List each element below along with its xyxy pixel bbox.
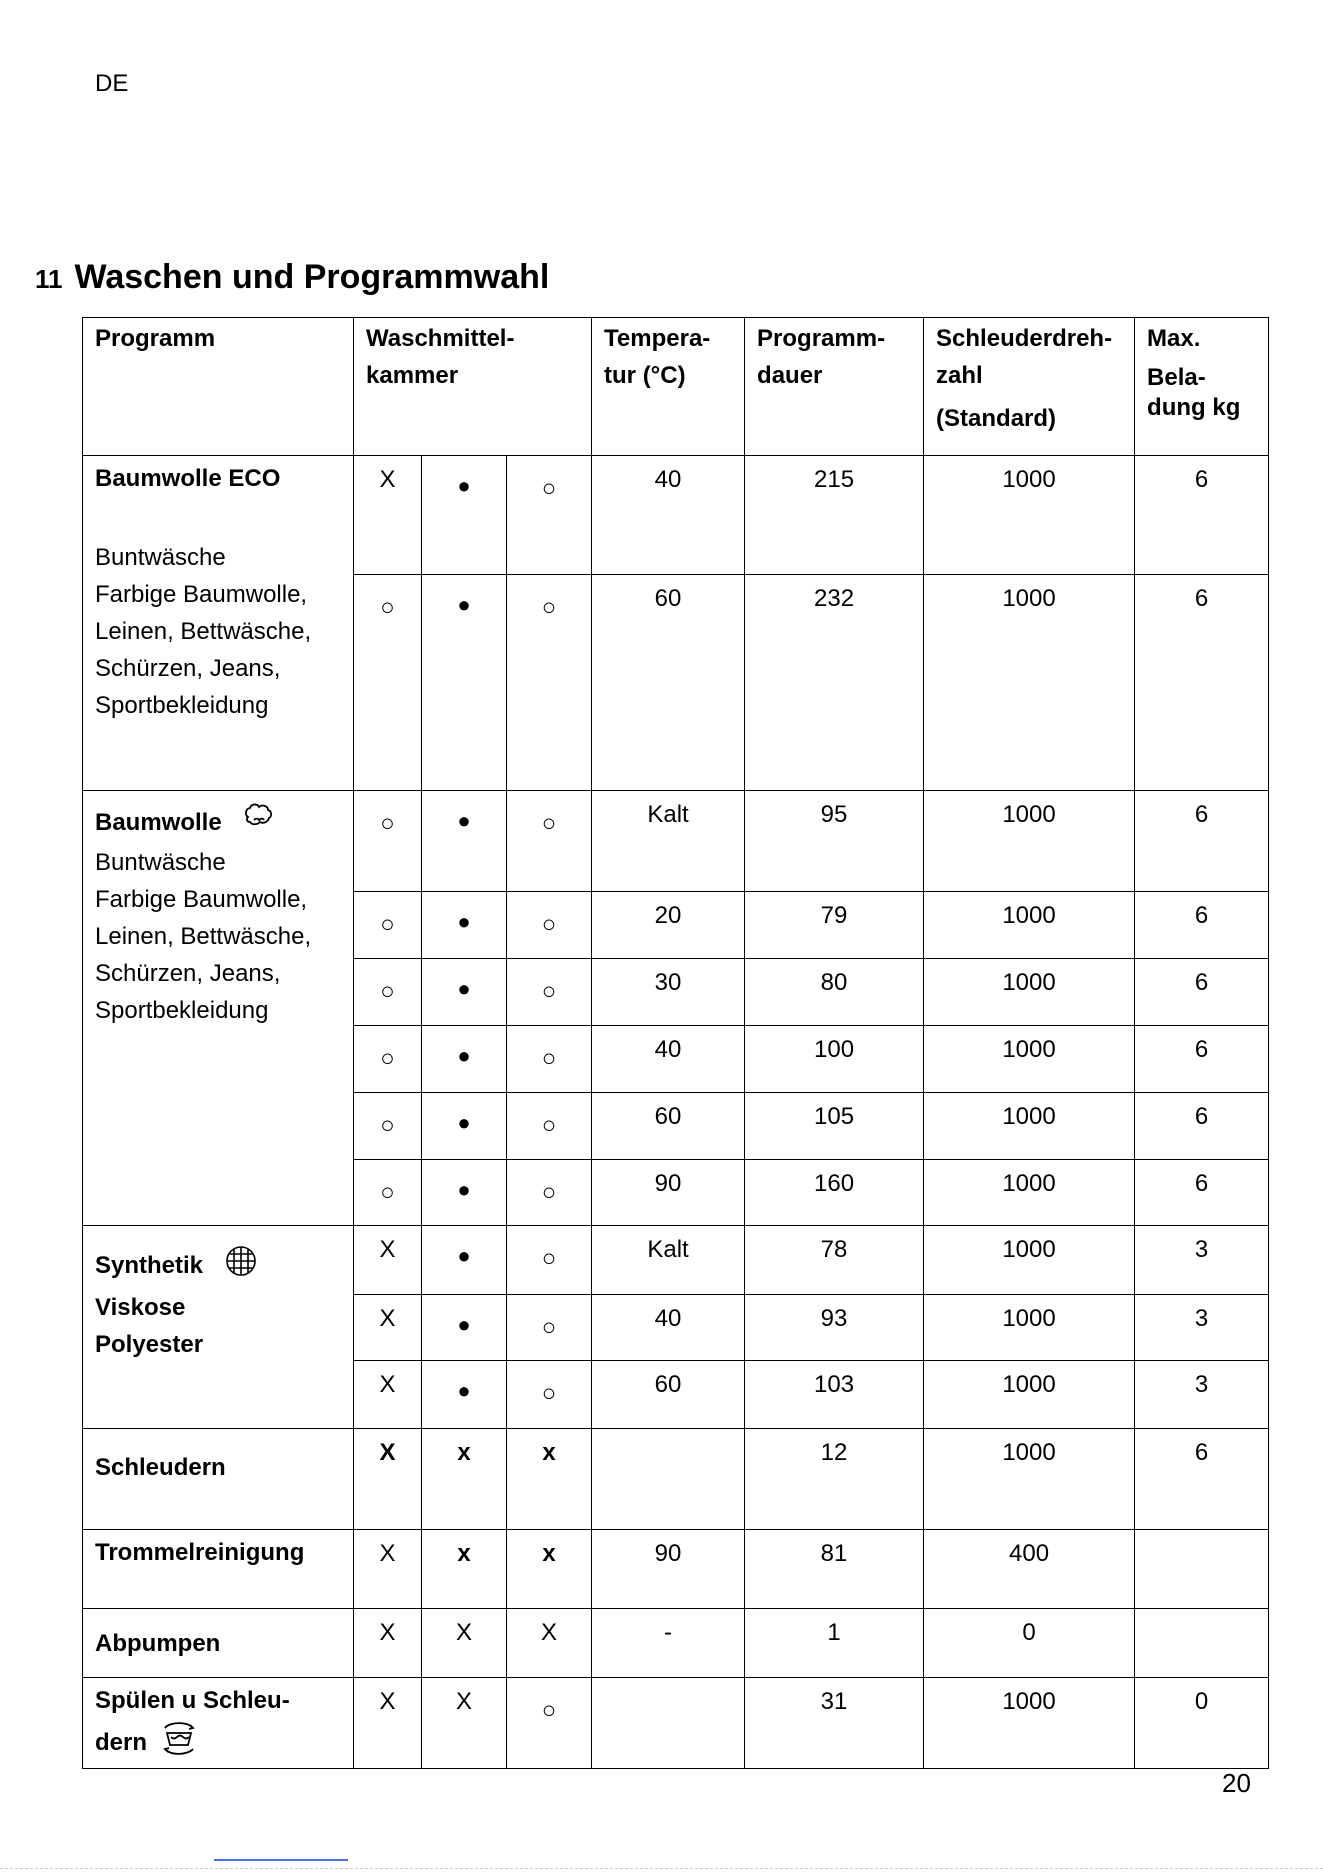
chamber-2: ● (457, 1043, 471, 1068)
spin-speed: 1000 (924, 1295, 1135, 1361)
spin-speed: 0 (924, 1609, 1135, 1678)
chamber-1: X (354, 456, 422, 575)
chamber-2: ● (457, 808, 471, 833)
table-row (83, 1609, 1269, 1678)
max-load: 6 (1135, 1429, 1269, 1530)
max-load: 6 (1135, 959, 1269, 1026)
chamber-1: ○ (380, 810, 395, 837)
duration: 1 (745, 1609, 924, 1678)
temperature: 30 (592, 959, 745, 1026)
table-header-row (83, 318, 1269, 456)
temperature: 40 (592, 456, 745, 575)
chamber-3: ○ (541, 1245, 557, 1272)
chamber-2: ● (457, 592, 471, 617)
duration: 12 (745, 1429, 924, 1530)
temperature: Kalt (592, 1226, 745, 1295)
duration: 79 (745, 892, 924, 959)
program-description: Buntwäsche Farbige Baumwolle, Leinen, Bettwäsche, Schürzen, Jeans, Sportbekleidung (95, 544, 312, 719)
chamber-1: X (354, 1226, 422, 1295)
temperature: 40 (592, 1026, 745, 1093)
temperature: 90 (592, 1530, 745, 1609)
duration: 31 (745, 1678, 924, 1769)
chamber-3: ○ (541, 475, 557, 502)
spin-speed: 1000 (924, 1429, 1135, 1530)
max-load: 3 (1135, 1295, 1269, 1361)
chamber-1: X (354, 1429, 422, 1530)
program-spuelen-schleudern: Spülen u Schleu- dern (83, 1678, 354, 1769)
spin-speed: 1000 (924, 1226, 1135, 1295)
chamber-2: X (422, 1609, 507, 1678)
max-load (1135, 1530, 1269, 1609)
spin-speed: 1000 (924, 1026, 1135, 1093)
duration: 232 (745, 575, 924, 791)
chamber-1: X (354, 1609, 422, 1678)
spin-speed: 1000 (924, 1361, 1135, 1429)
header-program: Programm (83, 318, 354, 456)
program-baumwolle: Baumwolle Buntwäsche Farbige Baumwolle, Leinen, Bettwäsche, Schürzen, Jeans, Sportbekleidung (83, 791, 354, 1226)
chamber-1: X (354, 1361, 422, 1429)
spin-speed: 1000 (924, 1093, 1135, 1160)
temperature: Kalt (592, 791, 745, 892)
temperature: 60 (592, 1361, 745, 1429)
temperature (592, 1429, 745, 1530)
program-table (82, 317, 1269, 1769)
duration: 215 (745, 456, 924, 575)
chamber-1: X (354, 1678, 422, 1769)
chamber-2: ● (457, 909, 471, 934)
chamber-2: ● (457, 1110, 471, 1135)
header-spin: Schleuderdreh- zahl (Standard) (924, 318, 1135, 456)
spin-speed: 1000 (924, 892, 1135, 959)
max-load: 3 (1135, 1361, 1269, 1429)
chamber-3: ○ (541, 1045, 557, 1072)
spin-speed: 1000 (924, 456, 1135, 575)
footer-divider (0, 1868, 1323, 1869)
chamber-1: X (354, 1530, 422, 1609)
chamber-3: ○ (541, 911, 557, 938)
spin-speed: 1000 (924, 1160, 1135, 1226)
chamber-3: ○ (541, 1112, 557, 1139)
chamber-2: ● (457, 1312, 471, 1337)
program-schleudern: Schleudern (83, 1429, 354, 1530)
table-row (83, 1226, 1269, 1295)
program-synthetik: Synthetik Viskose Polyester (83, 1226, 354, 1429)
chamber-3: ○ (541, 1380, 557, 1407)
max-load: 6 (1135, 892, 1269, 959)
chamber-1: ○ (380, 1045, 395, 1072)
program-trommelreinigung: Trommelreinigung (83, 1530, 354, 1609)
max-load: 6 (1135, 456, 1269, 575)
header-duration: Programm- dauer (745, 318, 924, 456)
footer-link-underline (214, 1859, 348, 1861)
table-row (83, 1429, 1269, 1530)
chamber-3: ○ (541, 1314, 557, 1341)
chamber-1: ○ (380, 911, 395, 938)
spin-speed: 1000 (924, 1678, 1135, 1769)
cotton-flower-icon (242, 803, 276, 844)
table-row (83, 456, 1269, 575)
duration: 78 (745, 1226, 924, 1295)
chamber-3: ○ (541, 594, 557, 621)
duration: 95 (745, 791, 924, 892)
chamber-3: x (507, 1530, 592, 1609)
chamber-1: ○ (380, 594, 395, 621)
temperature (592, 1678, 745, 1769)
duration: 100 (745, 1026, 924, 1093)
chamber-2: ● (457, 473, 471, 498)
table-row (83, 1530, 1269, 1609)
duration: 160 (745, 1160, 924, 1226)
temperature: 60 (592, 1093, 745, 1160)
chamber-3: ○ (541, 810, 557, 837)
chamber-3: ○ (541, 978, 557, 1005)
max-load: 6 (1135, 1160, 1269, 1226)
max-load: 6 (1135, 1026, 1269, 1093)
section-number: 11 (35, 264, 63, 294)
temperature: 40 (592, 1295, 745, 1361)
max-load: 6 (1135, 575, 1269, 791)
chamber-2: ● (457, 1177, 471, 1202)
program-baumwolle-eco: Baumwolle ECO Buntwäsche Farbige Baumwolle, Leinen, Bettwäsche, Schürzen, Jeans, Sportbekleidung (83, 456, 354, 791)
chamber-1: ○ (380, 978, 395, 1005)
rinse-spin-icon (159, 1719, 199, 1768)
header-detergent: Waschmittel- kammer (354, 318, 592, 456)
spin-speed: 400 (924, 1530, 1135, 1609)
chamber-3: ○ (541, 1697, 557, 1724)
program-abpumpen: Abpumpen (83, 1609, 354, 1678)
max-load: 0 (1135, 1678, 1269, 1769)
chamber-3: ○ (541, 1179, 557, 1206)
chamber-2: X (422, 1678, 507, 1769)
temperature: - (592, 1609, 745, 1678)
page-number: 20 (1222, 1768, 1251, 1798)
synthetic-mesh-icon (223, 1244, 259, 1289)
temperature: 20 (592, 892, 745, 959)
language-code: DE (95, 70, 129, 97)
chamber-2: ● (457, 1378, 471, 1403)
duration: 80 (745, 959, 924, 1026)
chamber-1: X (354, 1295, 422, 1361)
section-title: Waschen und Programmwahl (74, 258, 550, 296)
duration: 103 (745, 1361, 924, 1429)
duration: 105 (745, 1093, 924, 1160)
spin-speed: 1000 (924, 791, 1135, 892)
chamber-3: x (507, 1429, 592, 1530)
table-row (83, 791, 1269, 892)
chamber-2: x (422, 1530, 507, 1609)
chamber-1: ○ (380, 1112, 395, 1139)
chamber-1: ○ (380, 1179, 395, 1206)
program-description: Buntwäsche Farbige Baumwolle, Leinen, Bettwäsche, Schürzen, Jeans, Sportbekleidung (95, 849, 312, 1024)
duration: 93 (745, 1295, 924, 1361)
chamber-3: X (507, 1609, 592, 1678)
header-temperature: Tempera- tur (°C) (592, 318, 745, 456)
chamber-2: ● (457, 1243, 471, 1268)
chamber-2: ● (457, 976, 471, 1001)
max-load: 3 (1135, 1226, 1269, 1295)
temperature: 60 (592, 575, 745, 791)
header-max-load: Max. Bela- dung kg (1135, 318, 1269, 456)
temperature: 90 (592, 1160, 745, 1226)
duration: 81 (745, 1530, 924, 1609)
section-heading (35, 258, 549, 297)
chamber-2: x (422, 1429, 507, 1530)
spin-speed: 1000 (924, 575, 1135, 791)
max-load (1135, 1609, 1269, 1678)
spin-speed: 1000 (924, 959, 1135, 1026)
max-load: 6 (1135, 1093, 1269, 1160)
max-load: 6 (1135, 791, 1269, 892)
table-row (83, 1678, 1269, 1769)
